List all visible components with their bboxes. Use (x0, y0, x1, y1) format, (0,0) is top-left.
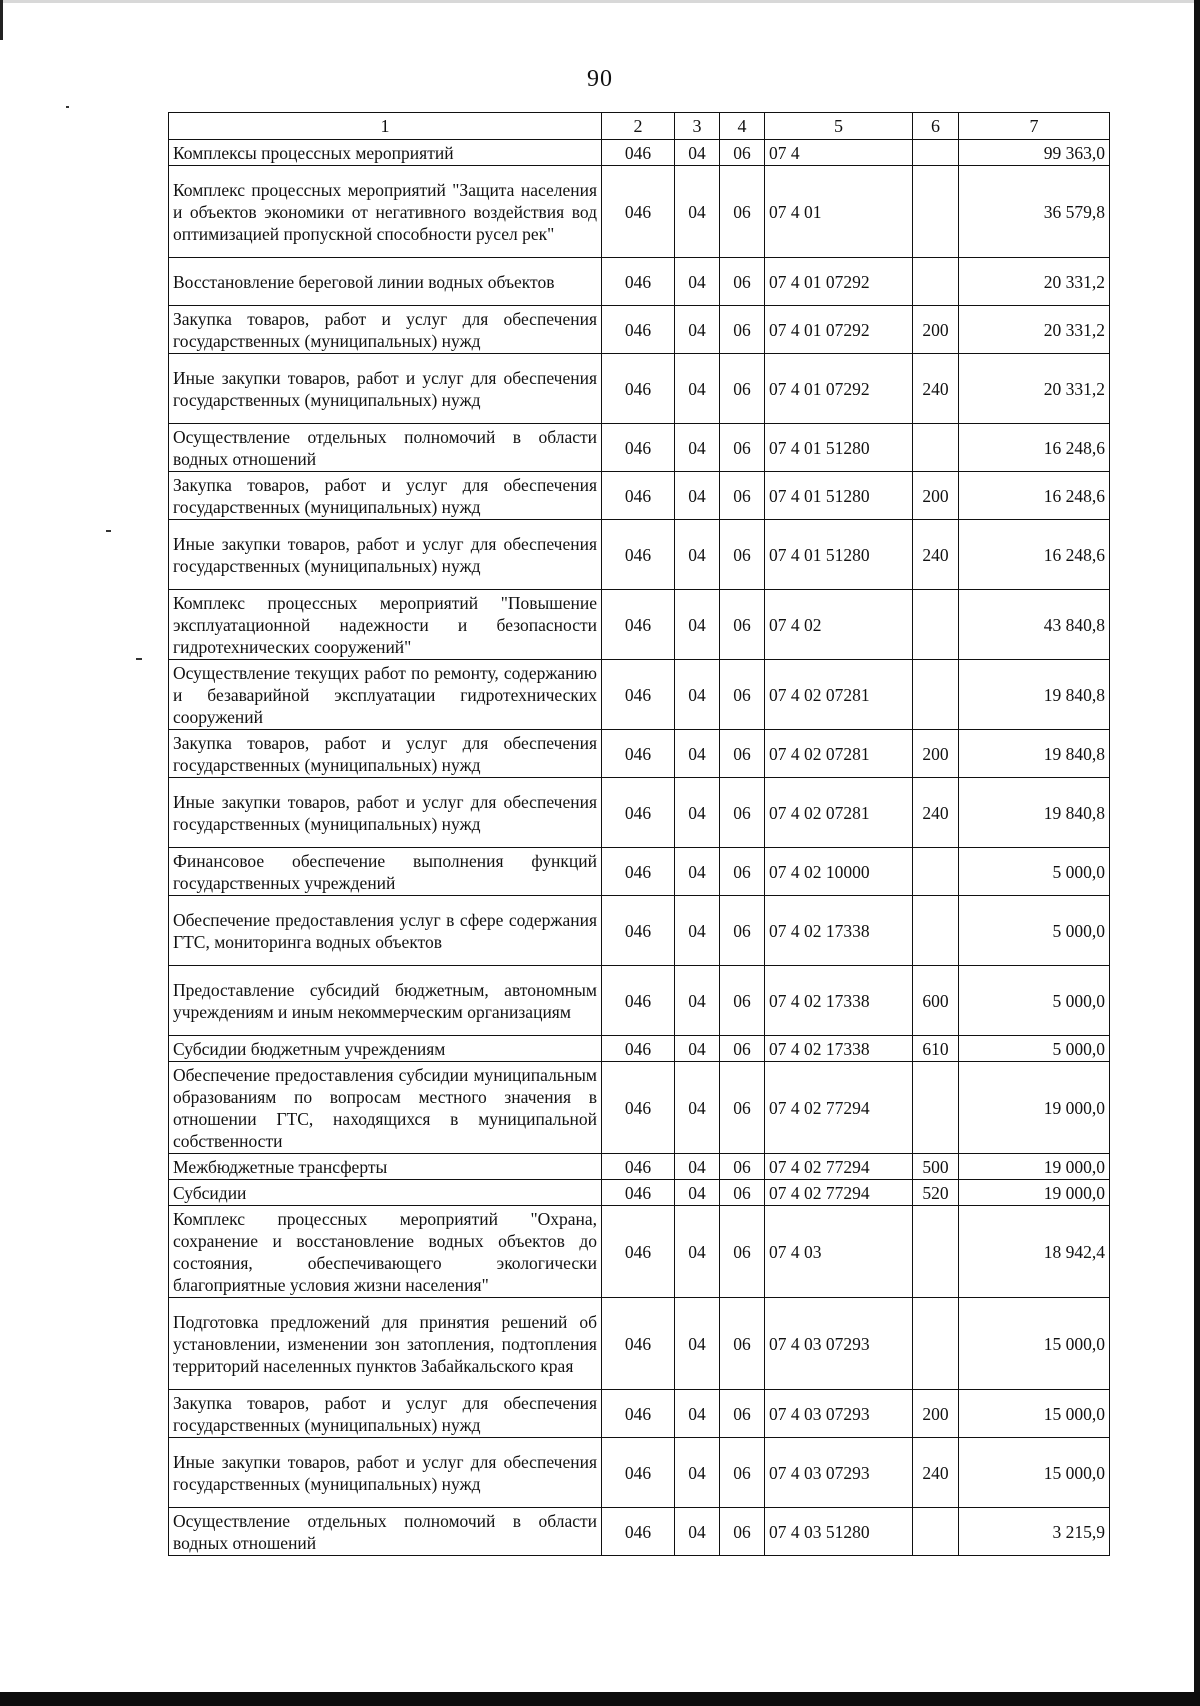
cell-grbs: 046 (602, 1438, 675, 1508)
table-row (169, 778, 1110, 848)
cell-amount: 5 000,0 (959, 848, 1110, 896)
cell-section: 04 (675, 1206, 720, 1298)
cell-expense-type (913, 896, 959, 966)
cell-grbs: 046 (602, 896, 675, 966)
cell-expense-type (913, 1298, 959, 1390)
cell-target-article: 07 4 01 51280 (765, 520, 913, 590)
row-name: Подготовка предложений для принятия решений об установлении, изменении зон затопления, подтопления территорий населенных пунктов Забайкальского края (169, 1298, 602, 1390)
cell-grbs: 046 (602, 520, 675, 590)
cell-grbs: 046 (602, 354, 675, 424)
cell-expense-type: 200 (913, 730, 959, 778)
cell-amount: 16 248,6 (959, 520, 1110, 590)
cell-subsection: 06 (720, 1206, 765, 1298)
cell-section: 04 (675, 424, 720, 472)
cell-amount: 20 331,2 (959, 306, 1110, 354)
cell-target-article: 07 4 03 (765, 1206, 913, 1298)
row-name: Финансовое обеспечение выполнения функций государственных учреждений (169, 848, 602, 896)
cell-section: 04 (675, 1180, 720, 1206)
table-row (169, 1206, 1110, 1298)
cell-amount: 19 000,0 (959, 1154, 1110, 1180)
header-row (169, 113, 1110, 140)
cell-grbs: 046 (602, 1298, 675, 1390)
cell-amount: 19 840,8 (959, 660, 1110, 730)
cell-subsection: 06 (720, 1154, 765, 1180)
cell-expense-type (913, 848, 959, 896)
row-name: Иные закупки товаров, работ и услуг для обеспечения государственных (муниципальных) нужд (169, 778, 602, 848)
table-row (169, 258, 1110, 306)
row-name: Иные закупки товаров, работ и услуг для обеспечения государственных (муниципальных) нужд (169, 520, 602, 590)
cell-target-article: 07 4 02 17338 (765, 1036, 913, 1062)
row-name: Комплекс процессных мероприятий "Защита населения и объектов экономики от негативного воздействия вод оптимизацией пропускной способности русел рек" (169, 166, 602, 258)
cell-grbs: 046 (602, 1154, 675, 1180)
cell-subsection: 06 (720, 1508, 765, 1556)
table-row (169, 1298, 1110, 1390)
cell-section: 04 (675, 730, 720, 778)
cell-target-article: 07 4 02 17338 (765, 896, 913, 966)
cell-amount: 20 331,2 (959, 258, 1110, 306)
table-row (169, 966, 1110, 1036)
cell-amount: 5 000,0 (959, 1036, 1110, 1062)
cell-expense-type: 200 (913, 306, 959, 354)
cell-grbs: 046 (602, 778, 675, 848)
cell-subsection: 06 (720, 258, 765, 306)
table-row (169, 140, 1110, 166)
cell-grbs: 046 (602, 258, 675, 306)
cell-amount: 5 000,0 (959, 966, 1110, 1036)
cell-section: 04 (675, 1438, 720, 1508)
cell-expense-type: 240 (913, 778, 959, 848)
cell-target-article: 07 4 02 07281 (765, 660, 913, 730)
cell-subsection: 06 (720, 896, 765, 966)
row-name: Иные закупки товаров, работ и услуг для обеспечения государственных (муниципальных) нужд (169, 354, 602, 424)
row-name: Закупка товаров, работ и услуг для обеспечения государственных (муниципальных) нужд (169, 306, 602, 354)
cell-subsection: 06 (720, 1036, 765, 1062)
cell-expense-type (913, 590, 959, 660)
cell-subsection: 06 (720, 1298, 765, 1390)
cell-subsection: 06 (720, 354, 765, 424)
cell-amount: 3 215,9 (959, 1508, 1110, 1556)
cell-section: 04 (675, 354, 720, 424)
row-name: Обеспечение предоставления услуг в сфере содержания ГТС, мониторинга водных объектов (169, 896, 602, 966)
cell-expense-type: 600 (913, 966, 959, 1036)
scan-speck (66, 106, 69, 108)
cell-target-article: 07 4 01 (765, 166, 913, 258)
cell-section: 04 (675, 472, 720, 520)
cell-expense-type (913, 424, 959, 472)
cell-amount: 19 840,8 (959, 730, 1110, 778)
cell-expense-type (913, 1508, 959, 1556)
table-row (169, 1036, 1110, 1062)
row-name: Восстановление береговой линии водных объектов (169, 258, 602, 306)
cell-target-article: 07 4 02 10000 (765, 848, 913, 896)
row-name: Межбюджетные трансферты (169, 1154, 602, 1180)
cell-section: 04 (675, 778, 720, 848)
cell-grbs: 046 (602, 424, 675, 472)
row-name: Предоставление субсидий бюджетным, автономным учреждениям и иным некоммерческим организациям (169, 966, 602, 1036)
row-name: Осуществление отдельных полномочий в области водных отношений (169, 1508, 602, 1556)
cell-grbs: 046 (602, 472, 675, 520)
cell-target-article: 07 4 01 51280 (765, 472, 913, 520)
cell-amount: 99 363,0 (959, 140, 1110, 166)
cell-expense-type: 610 (913, 1036, 959, 1062)
column-header: 2 (602, 113, 675, 140)
scan-edge-top (0, 0, 1200, 3)
cell-grbs: 046 (602, 590, 675, 660)
cell-expense-type: 240 (913, 520, 959, 590)
cell-grbs: 046 (602, 1180, 675, 1206)
cell-expense-type: 500 (913, 1154, 959, 1180)
cell-subsection: 06 (720, 1062, 765, 1154)
cell-amount: 16 248,6 (959, 472, 1110, 520)
table-row (169, 1508, 1110, 1556)
cell-section: 04 (675, 166, 720, 258)
cell-amount: 16 248,6 (959, 424, 1110, 472)
cell-amount: 18 942,4 (959, 1206, 1110, 1298)
cell-amount: 15 000,0 (959, 1438, 1110, 1508)
cell-expense-type (913, 140, 959, 166)
cell-target-article: 07 4 03 07293 (765, 1438, 913, 1508)
cell-grbs: 046 (602, 1036, 675, 1062)
cell-section: 04 (675, 520, 720, 590)
cell-amount: 5 000,0 (959, 896, 1110, 966)
cell-section: 04 (675, 1508, 720, 1556)
table-row (169, 306, 1110, 354)
cell-amount: 43 840,8 (959, 590, 1110, 660)
cell-subsection: 06 (720, 166, 765, 258)
scan-edge-bottom (0, 1692, 1200, 1706)
cell-subsection: 06 (720, 966, 765, 1036)
row-name: Комплекс процессных мероприятий "Повышение эксплуатационной надежности и безопасности гидротехнических сооружений" (169, 590, 602, 660)
column-header: 7 (959, 113, 1110, 140)
budget-table (168, 112, 1110, 1556)
row-name: Осуществление текущих работ по ремонту, содержанию и безаварийной эксплуатации гидротехнических сооружений (169, 660, 602, 730)
cell-section: 04 (675, 966, 720, 1036)
cell-amount: 36 579,8 (959, 166, 1110, 258)
cell-subsection: 06 (720, 306, 765, 354)
cell-section: 04 (675, 1154, 720, 1180)
cell-expense-type (913, 166, 959, 258)
table-row (169, 1154, 1110, 1180)
cell-subsection: 06 (720, 472, 765, 520)
cell-subsection: 06 (720, 778, 765, 848)
table-row (169, 1390, 1110, 1438)
cell-subsection: 06 (720, 848, 765, 896)
cell-expense-type: 200 (913, 472, 959, 520)
cell-target-article: 07 4 02 07281 (765, 778, 913, 848)
cell-target-article: 07 4 03 51280 (765, 1508, 913, 1556)
cell-target-article: 07 4 01 51280 (765, 424, 913, 472)
table-row (169, 1062, 1110, 1154)
row-name: Закупка товаров, работ и услуг для обеспечения государственных (муниципальных) нужд (169, 730, 602, 778)
cell-section: 04 (675, 140, 720, 166)
cell-target-article: 07 4 02 17338 (765, 966, 913, 1036)
table-row (169, 896, 1110, 966)
cell-subsection: 06 (720, 520, 765, 590)
row-name: Обеспечение предоставления субсидии муниципальным образованиям по вопросам местного значения в отношении ГТС, находящихся в муниципальной собственности (169, 1062, 602, 1154)
cell-grbs: 046 (602, 660, 675, 730)
cell-target-article: 07 4 02 07281 (765, 730, 913, 778)
cell-target-article: 07 4 02 77294 (765, 1062, 913, 1154)
row-name: Закупка товаров, работ и услуг для обеспечения государственных (муниципальных) нужд (169, 1390, 602, 1438)
column-header: 1 (169, 113, 602, 140)
cell-grbs: 046 (602, 166, 675, 258)
cell-amount: 15 000,0 (959, 1390, 1110, 1438)
cell-section: 04 (675, 1036, 720, 1062)
cell-subsection: 06 (720, 1438, 765, 1508)
cell-expense-type (913, 1206, 959, 1298)
cell-section: 04 (675, 590, 720, 660)
cell-target-article: 07 4 03 07293 (765, 1298, 913, 1390)
cell-expense-type: 200 (913, 1390, 959, 1438)
row-name: Иные закупки товаров, работ и услуг для обеспечения государственных (муниципальных) нужд (169, 1438, 602, 1508)
row-name: Субсидии (169, 1180, 602, 1206)
table-row (169, 1180, 1110, 1206)
cell-subsection: 06 (720, 660, 765, 730)
cell-target-article: 07 4 03 07293 (765, 1390, 913, 1438)
cell-amount: 19 840,8 (959, 778, 1110, 848)
cell-expense-type: 240 (913, 354, 959, 424)
cell-grbs: 046 (602, 140, 675, 166)
cell-grbs: 046 (602, 1508, 675, 1556)
table-row (169, 424, 1110, 472)
table-row (169, 590, 1110, 660)
cell-subsection: 06 (720, 1390, 765, 1438)
column-header: 4 (720, 113, 765, 140)
cell-section: 04 (675, 660, 720, 730)
cell-subsection: 06 (720, 590, 765, 660)
cell-section: 04 (675, 896, 720, 966)
cell-section: 04 (675, 306, 720, 354)
cell-section: 04 (675, 1062, 720, 1154)
scan-edge-right (1194, 0, 1200, 1706)
cell-expense-type (913, 1062, 959, 1154)
cell-expense-type: 520 (913, 1180, 959, 1206)
cell-amount: 19 000,0 (959, 1062, 1110, 1154)
row-name: Субсидии бюджетным учреждениям (169, 1036, 602, 1062)
cell-subsection: 06 (720, 140, 765, 166)
column-header: 5 (765, 113, 913, 140)
cell-expense-type (913, 258, 959, 306)
table-row (169, 660, 1110, 730)
cell-grbs: 046 (602, 848, 675, 896)
column-header: 6 (913, 113, 959, 140)
table-row (169, 354, 1110, 424)
row-name: Осуществление отдельных полномочий в области водных отношений (169, 424, 602, 472)
column-header: 3 (675, 113, 720, 140)
cell-grbs: 046 (602, 1062, 675, 1154)
table-row (169, 1438, 1110, 1508)
cell-target-article: 07 4 01 07292 (765, 354, 913, 424)
cell-grbs: 046 (602, 306, 675, 354)
scan-edge-left (0, 0, 3, 40)
cell-grbs: 046 (602, 966, 675, 1036)
cell-expense-type (913, 660, 959, 730)
cell-amount: 15 000,0 (959, 1298, 1110, 1390)
cell-subsection: 06 (720, 1180, 765, 1206)
cell-subsection: 06 (720, 730, 765, 778)
row-name: Комплекс процессных мероприятий "Охрана, сохранение и восстановление водных объектов до состояния, обеспечивающего экологически благоприятные условия жизни населения" (169, 1206, 602, 1298)
table-row (169, 520, 1110, 590)
scan-speck (106, 530, 111, 532)
table-row (169, 166, 1110, 258)
cell-grbs: 046 (602, 730, 675, 778)
cell-expense-type: 240 (913, 1438, 959, 1508)
cell-target-article: 07 4 02 77294 (765, 1180, 913, 1206)
table-row (169, 848, 1110, 896)
table-row (169, 472, 1110, 520)
page-number: 90 (587, 66, 613, 92)
cell-subsection: 06 (720, 424, 765, 472)
cell-section: 04 (675, 1390, 720, 1438)
cell-section: 04 (675, 848, 720, 896)
cell-target-article: 07 4 01 07292 (765, 258, 913, 306)
cell-amount: 20 331,2 (959, 354, 1110, 424)
cell-target-article: 07 4 (765, 140, 913, 166)
cell-target-article: 07 4 01 07292 (765, 306, 913, 354)
row-name: Комплексы процессных мероприятий (169, 140, 602, 166)
cell-section: 04 (675, 258, 720, 306)
cell-section: 04 (675, 1298, 720, 1390)
cell-grbs: 046 (602, 1206, 675, 1298)
table-row (169, 730, 1110, 778)
cell-grbs: 046 (602, 1390, 675, 1438)
scan-speck (136, 658, 142, 660)
cell-target-article: 07 4 02 (765, 590, 913, 660)
cell-amount: 19 000,0 (959, 1180, 1110, 1206)
row-name: Закупка товаров, работ и услуг для обеспечения государственных (муниципальных) нужд (169, 472, 602, 520)
cell-target-article: 07 4 02 77294 (765, 1154, 913, 1180)
